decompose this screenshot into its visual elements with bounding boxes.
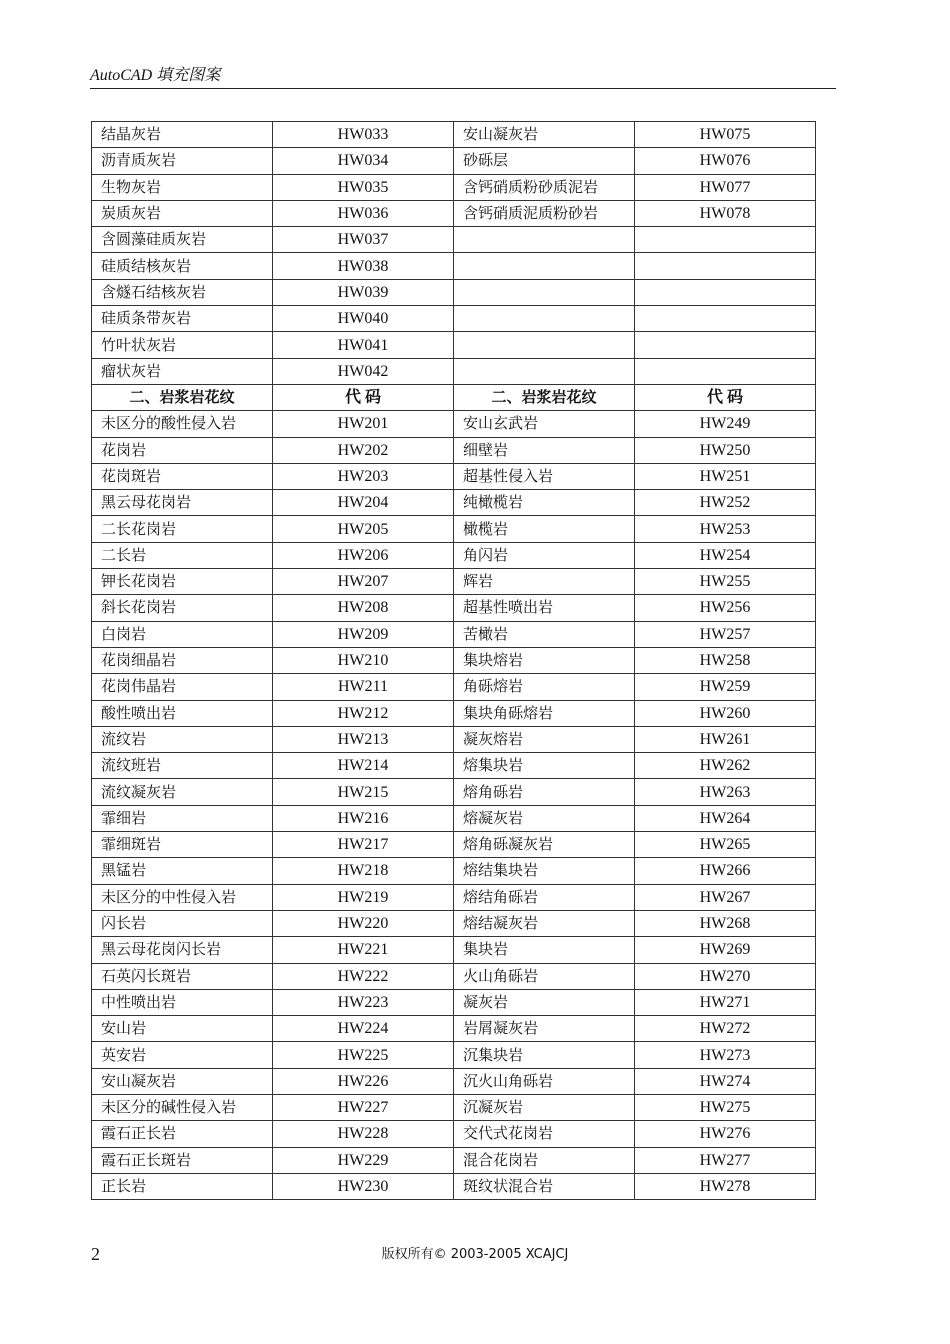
pattern-code-cell: HW271 bbox=[635, 989, 816, 1015]
pattern-code-cell: HW254 bbox=[635, 542, 816, 568]
pattern-code-cell: HW214 bbox=[273, 753, 454, 779]
table-row bbox=[92, 148, 816, 174]
pattern-code-cell bbox=[635, 227, 816, 253]
rock-name-cell bbox=[454, 253, 635, 279]
pattern-code-cell: HW273 bbox=[635, 1042, 816, 1068]
rock-name-cell: 生物灰岩 bbox=[92, 174, 273, 200]
rock-name-cell: 火山角砾岩 bbox=[454, 963, 635, 989]
pattern-code-cell: HW252 bbox=[635, 490, 816, 516]
table-row bbox=[92, 384, 816, 410]
pattern-code-cell: HW078 bbox=[635, 200, 816, 226]
pattern-code-cell: HW274 bbox=[635, 1068, 816, 1094]
rock-name-cell: 黑锰岩 bbox=[92, 858, 273, 884]
pattern-code-cell: HW264 bbox=[635, 805, 816, 831]
table-row bbox=[92, 1042, 816, 1068]
pattern-code-cell: HW209 bbox=[273, 621, 454, 647]
pattern-code-cell: HW229 bbox=[273, 1147, 454, 1173]
rock-name-cell: 凝灰熔岩 bbox=[454, 726, 635, 752]
rock-name-cell: 硅质条带灰岩 bbox=[92, 306, 273, 332]
rock-name-cell: 未区分的碱性侵入岩 bbox=[92, 1094, 273, 1120]
copyright-notice: 版权所有© 2003-2005 XCAJCJ bbox=[381, 1247, 569, 1262]
pattern-code-cell: HW258 bbox=[635, 647, 816, 673]
rock-name-cell: 中性喷出岩 bbox=[92, 989, 273, 1015]
rock-name-cell: 霞石正长斑岩 bbox=[92, 1147, 273, 1173]
rock-name-cell: 集块岩 bbox=[454, 937, 635, 963]
rock-name-cell: 砂砾层 bbox=[454, 148, 635, 174]
rock-name-cell: 橄榄岩 bbox=[454, 516, 635, 542]
pattern-code-cell: HW219 bbox=[273, 884, 454, 910]
rock-name-cell: 霞石正长岩 bbox=[92, 1121, 273, 1147]
pattern-code-cell: HW075 bbox=[635, 122, 816, 148]
rock-name-cell: 安山凝灰岩 bbox=[92, 1068, 273, 1094]
table-row bbox=[92, 779, 816, 805]
table-row bbox=[92, 753, 816, 779]
rock-name-cell: 超基性侵入岩 bbox=[454, 463, 635, 489]
rock-name-cell: 流纹岩 bbox=[92, 726, 273, 752]
rock-name-cell: 斑纹状混合岩 bbox=[454, 1173, 635, 1199]
rock-name-cell: 二长花岗岩 bbox=[92, 516, 273, 542]
pattern-code-cell: HW230 bbox=[273, 1173, 454, 1199]
pattern-code-cell: HW076 bbox=[635, 148, 816, 174]
page-number: 2 bbox=[91, 1244, 100, 1264]
table-row bbox=[92, 726, 816, 752]
pattern-code-cell: HW212 bbox=[273, 700, 454, 726]
pattern-code-cell: HW277 bbox=[635, 1147, 816, 1173]
page-header bbox=[90, 66, 836, 89]
pattern-code-cell: HW225 bbox=[273, 1042, 454, 1068]
rock-name-cell: 未区分的中性侵入岩 bbox=[92, 884, 273, 910]
pattern-code-cell: HW215 bbox=[273, 779, 454, 805]
table-row bbox=[92, 621, 816, 647]
table-row bbox=[92, 1094, 816, 1120]
pattern-code-cell: HW261 bbox=[635, 726, 816, 752]
table-row bbox=[92, 332, 816, 358]
pattern-code-cell: HW038 bbox=[273, 253, 454, 279]
pattern-code-cell: HW250 bbox=[635, 437, 816, 463]
pattern-code-cell: HW203 bbox=[273, 463, 454, 489]
rock-name-cell: 熔角砾岩 bbox=[454, 779, 635, 805]
pattern-code-cell: HW224 bbox=[273, 1016, 454, 1042]
table-row bbox=[92, 700, 816, 726]
rock-name-cell bbox=[454, 306, 635, 332]
rock-name-cell: 竹叶状灰岩 bbox=[92, 332, 273, 358]
pattern-code-cell: HW267 bbox=[635, 884, 816, 910]
table-row bbox=[92, 306, 816, 332]
rock-name-cell: 细壁岩 bbox=[454, 437, 635, 463]
rock-name-cell: 纯橄榄岩 bbox=[454, 490, 635, 516]
pattern-code-cell: HW251 bbox=[635, 463, 816, 489]
rock-name-cell: 结晶灰岩 bbox=[92, 122, 273, 148]
pattern-code-cell bbox=[635, 279, 816, 305]
rock-name-cell: 二、岩浆岩花纹 bbox=[454, 384, 635, 410]
pattern-code-cell: HW257 bbox=[635, 621, 816, 647]
rock-name-cell: 沉集块岩 bbox=[454, 1042, 635, 1068]
pattern-code-cell: HW039 bbox=[273, 279, 454, 305]
rock-name-cell: 岩屑凝灰岩 bbox=[454, 1016, 635, 1042]
rock-name-cell: 含钙硝质粉砂质泥岩 bbox=[454, 174, 635, 200]
header-title: AutoCAD 填充图案 bbox=[90, 67, 221, 84]
rock-name-cell: 角闪岩 bbox=[454, 542, 635, 568]
pattern-code-cell: HW255 bbox=[635, 569, 816, 595]
pattern-code-cell bbox=[635, 306, 816, 332]
pattern-code-cell bbox=[635, 358, 816, 384]
table-row bbox=[92, 490, 816, 516]
table-row bbox=[92, 174, 816, 200]
rock-name-cell: 苦橄岩 bbox=[454, 621, 635, 647]
rock-name-cell: 含钙硝质泥质粉砂岩 bbox=[454, 200, 635, 226]
rock-name-cell: 酸性喷出岩 bbox=[92, 700, 273, 726]
pattern-code-cell: HW206 bbox=[273, 542, 454, 568]
rock-name-cell: 熔结凝灰岩 bbox=[454, 910, 635, 936]
rock-name-cell: 二长岩 bbox=[92, 542, 273, 568]
table-row bbox=[92, 463, 816, 489]
pattern-code-cell: HW222 bbox=[273, 963, 454, 989]
table-row bbox=[92, 516, 816, 542]
pattern-code-cell: HW205 bbox=[273, 516, 454, 542]
rock-name-cell bbox=[454, 358, 635, 384]
pattern-code-cell: 代 码 bbox=[635, 384, 816, 410]
rock-name-cell: 辉岩 bbox=[454, 569, 635, 595]
rock-name-cell: 安山凝灰岩 bbox=[454, 122, 635, 148]
table-row bbox=[92, 647, 816, 673]
rock-name-cell: 混合花岗岩 bbox=[454, 1147, 635, 1173]
table-row bbox=[92, 253, 816, 279]
rock-name-cell: 花岗伟晶岩 bbox=[92, 674, 273, 700]
rock-name-cell: 交代式花岗岩 bbox=[454, 1121, 635, 1147]
table-row bbox=[92, 1173, 816, 1199]
pattern-code-cell bbox=[635, 332, 816, 358]
pattern-code-cell bbox=[635, 253, 816, 279]
rock-name-cell: 超基性喷出岩 bbox=[454, 595, 635, 621]
rock-name-cell bbox=[454, 279, 635, 305]
pattern-code-cell: HW033 bbox=[273, 122, 454, 148]
rock-name-cell: 流纹班岩 bbox=[92, 753, 273, 779]
pattern-code-cell: HW253 bbox=[635, 516, 816, 542]
rock-name-cell: 硅质结核灰岩 bbox=[92, 253, 273, 279]
rock-name-cell: 正长岩 bbox=[92, 1173, 273, 1199]
rock-name-cell: 黑云母花岗闪长岩 bbox=[92, 937, 273, 963]
rock-name-cell bbox=[454, 227, 635, 253]
rock-name-cell: 英安岩 bbox=[92, 1042, 273, 1068]
pattern-code-cell: HW208 bbox=[273, 595, 454, 621]
pattern-code-cell: HW040 bbox=[273, 306, 454, 332]
rock-name-cell: 瘤状灰岩 bbox=[92, 358, 273, 384]
rock-name-cell: 集块角砾熔岩 bbox=[454, 700, 635, 726]
pattern-code-cell: HW042 bbox=[273, 358, 454, 384]
table-row bbox=[92, 884, 816, 910]
table-row bbox=[92, 858, 816, 884]
pattern-code-cell: HW221 bbox=[273, 937, 454, 963]
table-body bbox=[92, 122, 816, 1200]
table-row bbox=[92, 227, 816, 253]
rock-name-cell: 石英闪长斑岩 bbox=[92, 963, 273, 989]
table-row bbox=[92, 437, 816, 463]
rock-name-cell: 沉火山角砾岩 bbox=[454, 1068, 635, 1094]
rock-name-cell: 熔结集块岩 bbox=[454, 858, 635, 884]
pattern-code-cell: HW213 bbox=[273, 726, 454, 752]
rock-name-cell: 沉凝灰岩 bbox=[454, 1094, 635, 1120]
rock-name-cell: 集块熔岩 bbox=[454, 647, 635, 673]
pattern-code-cell: HW202 bbox=[273, 437, 454, 463]
table-row bbox=[92, 1121, 816, 1147]
pattern-code-cell: HW262 bbox=[635, 753, 816, 779]
pattern-code-cell: 代 码 bbox=[273, 384, 454, 410]
table-row bbox=[92, 937, 816, 963]
pattern-code-cell: HW216 bbox=[273, 805, 454, 831]
table-row bbox=[92, 674, 816, 700]
pattern-code-cell: HW249 bbox=[635, 411, 816, 437]
pattern-code-cell: HW218 bbox=[273, 858, 454, 884]
table-row bbox=[92, 805, 816, 831]
rock-name-cell: 二、岩浆岩花纹 bbox=[92, 384, 273, 410]
pattern-code-cell: HW256 bbox=[635, 595, 816, 621]
pattern-code-cell: HW217 bbox=[273, 832, 454, 858]
rock-name-cell: 角砾熔岩 bbox=[454, 674, 635, 700]
pattern-code-cell: HW278 bbox=[635, 1173, 816, 1199]
pattern-code-cell: HW201 bbox=[273, 411, 454, 437]
rock-name-cell: 黑云母花岗岩 bbox=[92, 490, 273, 516]
pattern-code-cell: HW037 bbox=[273, 227, 454, 253]
pattern-code-cell: HW036 bbox=[273, 200, 454, 226]
table-row bbox=[92, 542, 816, 568]
pattern-code-cell: HW223 bbox=[273, 989, 454, 1015]
table-row bbox=[92, 595, 816, 621]
pattern-code-cell: HW265 bbox=[635, 832, 816, 858]
pattern-code-cell: HW077 bbox=[635, 174, 816, 200]
table-row bbox=[92, 832, 816, 858]
table-row bbox=[92, 569, 816, 595]
rock-name-cell: 闪长岩 bbox=[92, 910, 273, 936]
pattern-code-cell: HW276 bbox=[635, 1121, 816, 1147]
table-row bbox=[92, 122, 816, 148]
pattern-code-cell: HW268 bbox=[635, 910, 816, 936]
rock-name-cell: 熔结角砾岩 bbox=[454, 884, 635, 910]
pattern-code-cell: HW260 bbox=[635, 700, 816, 726]
rock-name-cell: 沥青质灰岩 bbox=[92, 148, 273, 174]
pattern-code-cell: HW035 bbox=[273, 174, 454, 200]
pattern-code-cell: HW041 bbox=[273, 332, 454, 358]
table-row bbox=[92, 963, 816, 989]
rock-name-cell: 安山玄武岩 bbox=[454, 411, 635, 437]
pattern-code-cell: HW227 bbox=[273, 1094, 454, 1120]
pattern-code-cell: HW211 bbox=[273, 674, 454, 700]
pattern-code-cell: HW275 bbox=[635, 1094, 816, 1120]
rock-name-cell: 斜长花岗岩 bbox=[92, 595, 273, 621]
pattern-code-cell: HW266 bbox=[635, 858, 816, 884]
table-row bbox=[92, 200, 816, 226]
pattern-code-cell: HW204 bbox=[273, 490, 454, 516]
table-row bbox=[92, 1016, 816, 1042]
rock-name-cell: 炭质灰岩 bbox=[92, 200, 273, 226]
table-row bbox=[92, 1068, 816, 1094]
pattern-code-cell: HW228 bbox=[273, 1121, 454, 1147]
table-row bbox=[92, 1147, 816, 1173]
table-row bbox=[92, 910, 816, 936]
rock-name-cell: 熔集块岩 bbox=[454, 753, 635, 779]
rock-name-cell: 花岗岩 bbox=[92, 437, 273, 463]
rock-name-cell: 霏细斑岩 bbox=[92, 832, 273, 858]
table-row bbox=[92, 411, 816, 437]
pattern-code-cell: HW226 bbox=[273, 1068, 454, 1094]
rock-name-cell: 钾长花岗岩 bbox=[92, 569, 273, 595]
rock-name-cell: 熔凝灰岩 bbox=[454, 805, 635, 831]
hatch-pattern-table bbox=[91, 121, 816, 1200]
rock-name-cell: 未区分的酸性侵入岩 bbox=[92, 411, 273, 437]
pattern-code-cell: HW272 bbox=[635, 1016, 816, 1042]
rock-name-cell: 流纹凝灰岩 bbox=[92, 779, 273, 805]
pattern-code-cell: HW270 bbox=[635, 963, 816, 989]
table-row bbox=[92, 358, 816, 384]
pattern-code-cell: HW210 bbox=[273, 647, 454, 673]
rock-name-cell: 花岗细晶岩 bbox=[92, 647, 273, 673]
rock-name-cell bbox=[454, 332, 635, 358]
pattern-code-cell: HW207 bbox=[273, 569, 454, 595]
pattern-code-cell: HW263 bbox=[635, 779, 816, 805]
rock-name-cell: 花岗斑岩 bbox=[92, 463, 273, 489]
rock-name-cell: 熔角砾凝灰岩 bbox=[454, 832, 635, 858]
rock-name-cell: 安山岩 bbox=[92, 1016, 273, 1042]
rock-name-cell: 含圆藻硅质灰岩 bbox=[92, 227, 273, 253]
rock-name-cell: 霏细岩 bbox=[92, 805, 273, 831]
rock-name-cell: 含燧石结核灰岩 bbox=[92, 279, 273, 305]
rock-name-cell: 凝灰岩 bbox=[454, 989, 635, 1015]
rock-name-cell: 白岗岩 bbox=[92, 621, 273, 647]
pattern-code-cell: HW269 bbox=[635, 937, 816, 963]
table-row bbox=[92, 279, 816, 305]
table-row bbox=[92, 989, 816, 1015]
pattern-code-cell: HW259 bbox=[635, 674, 816, 700]
pattern-code-cell: HW220 bbox=[273, 910, 454, 936]
pattern-code-cell: HW034 bbox=[273, 148, 454, 174]
